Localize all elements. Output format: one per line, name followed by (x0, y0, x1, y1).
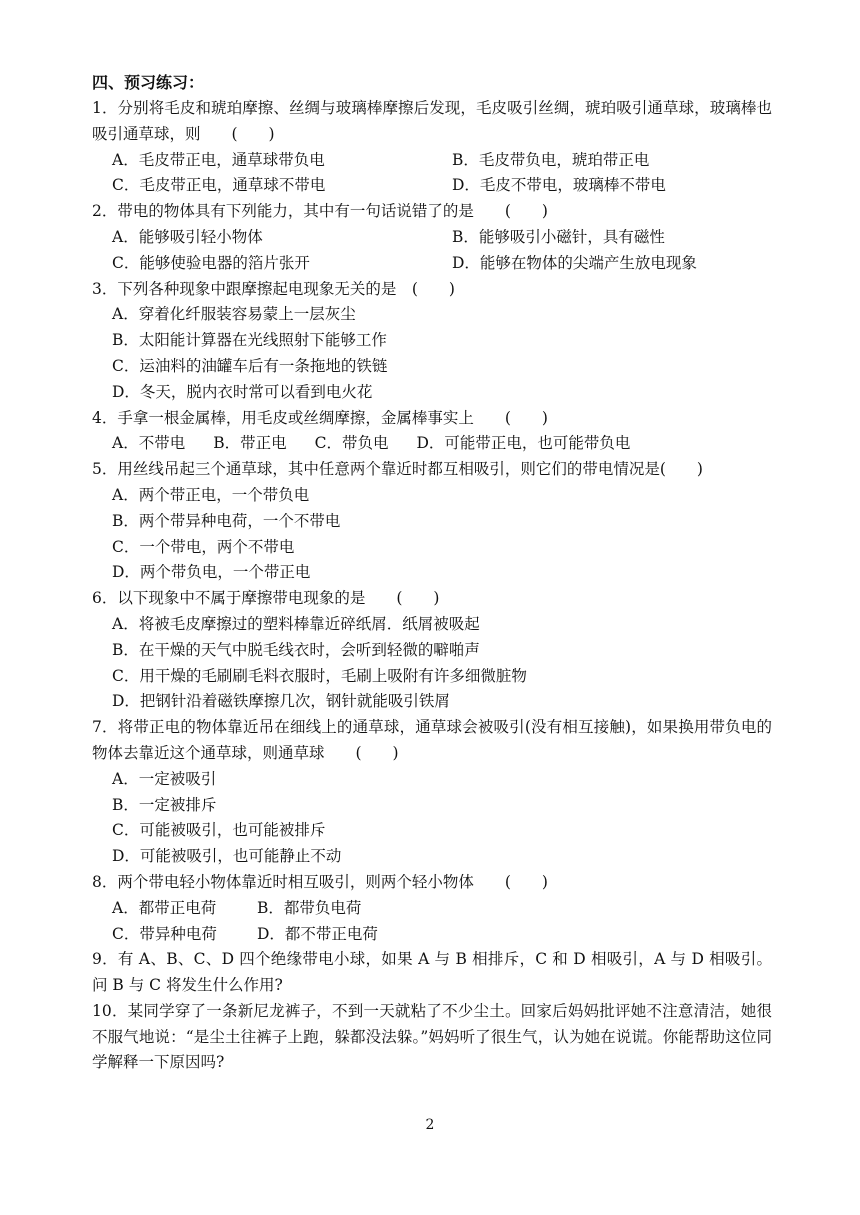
question-stem: 4．手拿一根金属棒，用毛皮或丝绸摩擦，金属棒事实上 ( ) (92, 408, 548, 427)
option-c: C．运油料的油罐车后有一条拖地的铁链 (112, 356, 388, 375)
question-stem: 2．带电的物体具有下列能力，其中有一句话说错了的是 ( ) (92, 202, 548, 221)
question-stem: 3．下列各种现象中跟摩擦起电现象无关的是 ( ) (92, 279, 455, 298)
option-d: D．都不带正电荷 (257, 924, 378, 943)
option-b: B．都带负电荷 (257, 898, 362, 917)
option-d: D．可能带正电，也可能带负电 (416, 434, 631, 453)
question-9 (92, 947, 772, 999)
option-row (92, 922, 772, 948)
question-stem: 5．用丝线吊起三个通草球，其中任意两个靠近时都互相吸引，则它们的带电情况是( ) (92, 460, 703, 479)
option-c: C．毛皮带正电，通草球不带电 (112, 176, 326, 195)
option-a: A．穿着化纤服装容易蒙上一层灰尘 (112, 305, 356, 324)
option-c: C．带异种电荷 (112, 924, 217, 943)
option-b: B．带正电 (213, 434, 287, 453)
option-c: C．能够使验电器的箔片张开 (112, 253, 310, 272)
question-stem: 1．分别将毛皮和琥珀摩擦、丝绸与玻璃棒摩擦后发现，毛皮吸引丝绸，琥珀吸引通草球，玻璃棒也吸引通草球，则 ( ) (92, 99, 772, 143)
option-b: B．能够吸引小磁针，具有磁性 (452, 227, 665, 246)
question-stem: 7．将带正电的物体靠近吊在细线上的通草球，通草球会被吸引(没有相互接触)，如果换用带负电的物体去靠近这个通草球，则通草球 ( ) (92, 718, 772, 762)
option-c: C．带负电 (314, 434, 389, 453)
question-10 (92, 999, 772, 1076)
exercise-content (92, 70, 772, 1076)
option-a: A．将被毛皮摩擦过的塑料棒靠近碎纸屑．纸屑被吸起 (112, 614, 480, 633)
question-7 (92, 715, 772, 870)
question-4 (92, 406, 772, 458)
option-d: D．毛皮不带电，玻璃棒不带电 (452, 176, 666, 195)
question-6 (92, 586, 772, 715)
option-d: D．能够在物体的尖端产生放电现象 (452, 253, 697, 272)
option-b: B．两个带异种电荷，一个不带电 (112, 511, 341, 530)
option-b: B．太阳能计算器在光线照射下能够工作 (112, 331, 387, 350)
option-d: D．把钢针沿着磁铁摩擦几次，钢针就能吸引铁屑 (112, 692, 450, 711)
option-row (92, 251, 772, 277)
option-d: D．冬天，脱内衣时常可以看到电火花 (112, 382, 373, 401)
question-stem: 10．某同学穿了一条新尼龙裤子，不到一天就粘了不少尘土。回家后妈妈批评她不注意清洁，她很不服气地说：“是尘土往裤子上跑，躲都没法躲。”妈妈听了很生气，认为她在说谎。你能帮助这位同学解释一下原因吗? (92, 1001, 772, 1072)
option-row (92, 148, 772, 174)
option-a: A．两个带正电，一个带负电 (112, 485, 310, 504)
option-c: C．一个带电，两个不带电 (112, 537, 295, 556)
option-b: B．一定被排斥 (112, 795, 217, 814)
page-number: 2 (425, 1117, 435, 1133)
option-a: A．一定被吸引 (112, 769, 217, 788)
question-8 (92, 870, 772, 947)
option-b: B．毛皮带负电，琥珀带正电 (452, 150, 650, 169)
question-stem: 8．两个带电轻小物体靠近时相互吸引，则两个轻小物体 ( ) (92, 872, 548, 891)
option-c: C．可能被吸引，也可能被排斥 (112, 821, 326, 840)
question-stem: 9．有 A、B、C、D 四个绝缘带电小球，如果 A 与 B 相排斥，C 和 D 相吸引，A 与 D 相吸引。问 B 与 C 将发生什么作用? (92, 950, 772, 995)
option-d: D．可能被吸引，也可能静止不动 (112, 847, 342, 866)
option-c: C．用干燥的毛刷刷毛料衣服时，毛刷上吸附有许多细微脏物 (112, 666, 527, 685)
question-stem: 6．以下现象中不属于摩擦带电现象的是 ( ) (92, 589, 440, 608)
option-b: B．在干燥的天气中脱毛线衣时，会听到轻微的噼啪声 (112, 640, 480, 659)
section-heading: 四、预习练习： (92, 73, 205, 92)
question-5 (92, 457, 772, 586)
question-2 (92, 199, 772, 276)
option-d: D．两个带负电，一个带正电 (112, 563, 311, 582)
question-1 (92, 96, 772, 199)
option-row (92, 173, 772, 199)
option-row (92, 225, 772, 251)
question-3 (92, 277, 772, 406)
option-a: A．能够吸引轻小物体 (112, 227, 263, 246)
option-row (92, 896, 772, 922)
option-a: A．毛皮带正电，通草球带负电 (112, 150, 325, 169)
option-a: A．都带正电荷 (112, 898, 217, 917)
option-row (92, 431, 772, 457)
option-a: A．不带电 (112, 434, 186, 453)
